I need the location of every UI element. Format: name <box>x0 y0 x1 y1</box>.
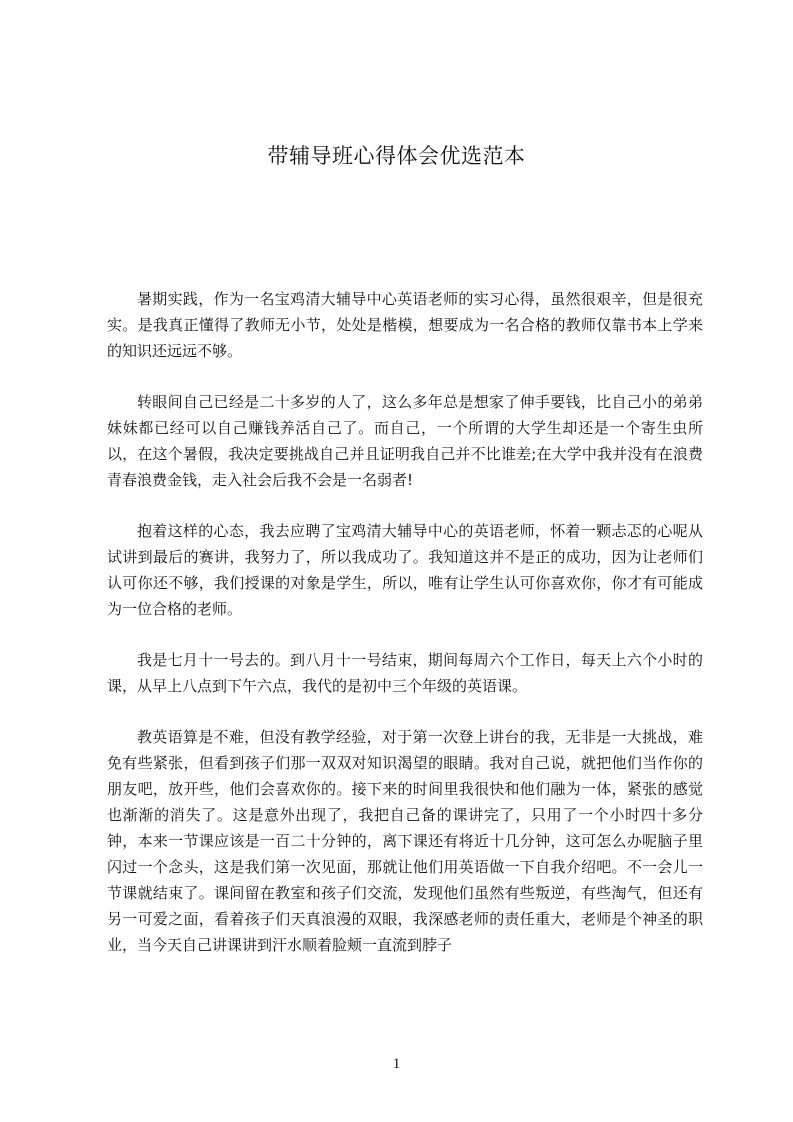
paragraph-2: 转眼间自己已经是二十多岁的人了，这么多年总是想家了伸手要钱，比自己小的弟弟妹妹都已经可以自己赚钱养活自己了。而自己，一个所谓的大学生却还是一个寄生虫所以，在这个暑假，我决定要挑战自己并且证明我自己并不比谁差;在大学中我并没有在浪费青春浪费金钱，走入社会后我不会是一名弱者! <box>107 393 703 489</box>
paragraph-1: 暑期实践，作为一名宝鸡清大辅导中心英语老师的实习心得，虽然很艰辛，但是很充实。是我真正懂得了教师无小节，处处是楷模，想要成为一名合格的教师仅靠书本上学来的知识还远远不够。 <box>107 290 703 360</box>
paragraph-4: 我是七月十一号去的。到八月十一号结束，期间每周六个工作日，每天上六个小时的课，从早上八点到下午六点，我代的是初中三个年级的英语课。 <box>107 651 703 695</box>
page-number: 1 <box>392 1056 401 1072</box>
paragraph-5: 教英语算是不难，但没有教学经验，对于第一次登上讲台的我，无非是一大挑战，难免有些紧张，但看到孩子们那一双双对知识渴望的眼睛。我对自己说，就把他们当作你的朋友吧，放开些，他们会喜欢你的。接下来的时间里我很快和他们融为一体，紧张的感觉也渐渐的消失了。这是意外出现了，我把自己备的课讲完了，只用了一个小时四十多分钟，本来一节课应该是一百二十分钟的，离下课还有将近十几分钟，这可怎么办呢脑子里闪过一个念头，这是我们第一次见面，那就让他们用英语做一下自我介绍吧。不一会儿一节课就结束了。课间留在教室和孩子们交流，发现他们虽然有些叛逆，有些淘气，但还有另一可爱之面，看着孩子们天真浪漫的双眼，我深感老师的责任重大，老师是个神圣的职业，当今天自己讲课讲到汗水顺着脸颊一直流到脖子 <box>107 728 703 954</box>
document-body <box>107 286 703 983</box>
document-title: 带辅导班心得体会优选范本 <box>267 144 526 168</box>
paragraph-3: 抱着这样的心态，我去应聘了宝鸡清大辅导中心的英语老师，怀着一颗忐忑的心呢从试讲到最后的赛讲，我努力了，所以我成功了。我知道这并不是正的成功，因为让老师们认可你还不够，我们授课的对象是学生，所以，唯有让学生认可你喜欢你，你才有可能成为一位合格的老师。 <box>107 522 703 618</box>
